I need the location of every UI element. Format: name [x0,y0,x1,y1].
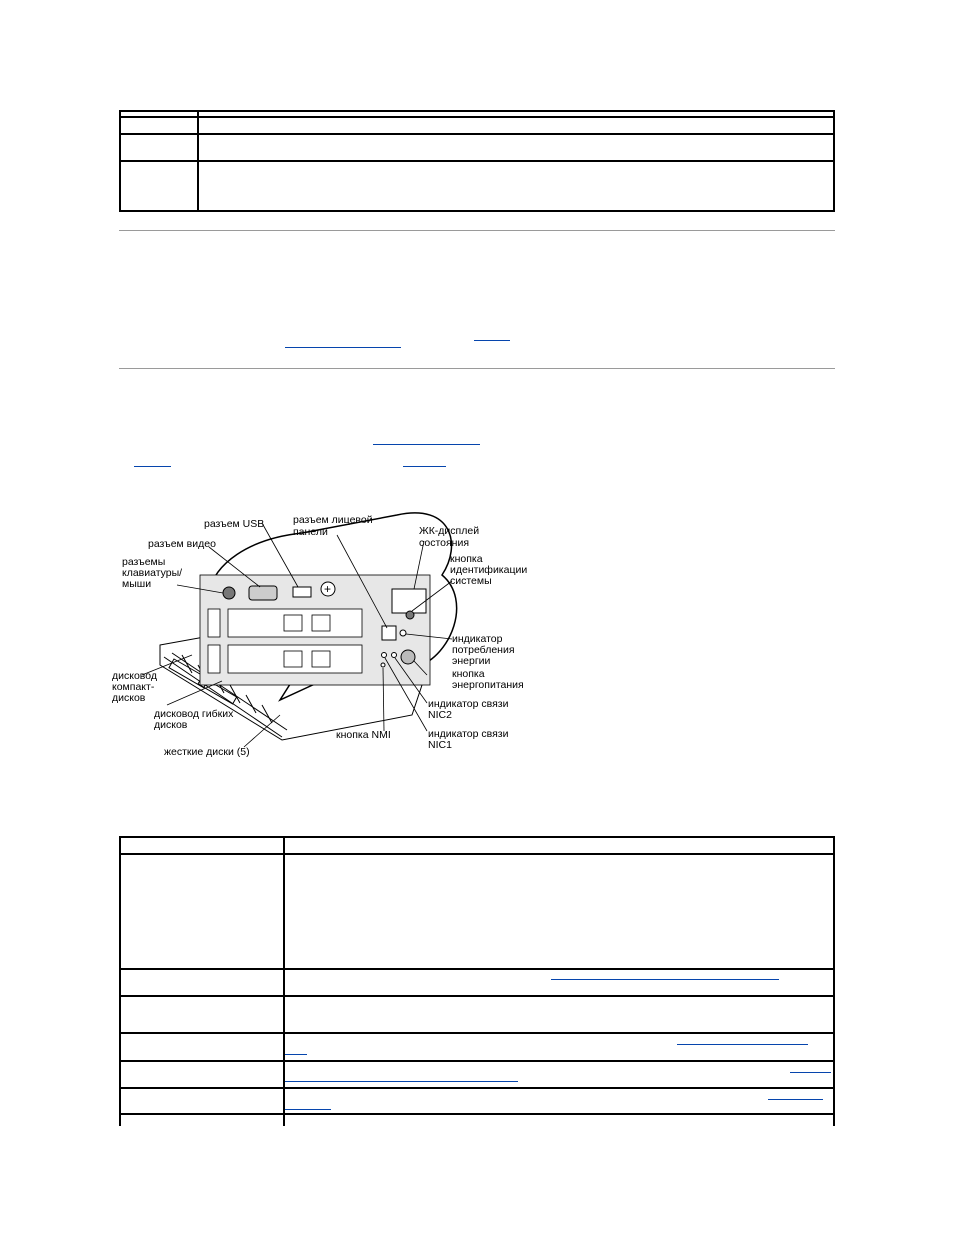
svg-text:+: + [324,582,332,596]
link-underline[interactable] [373,444,480,445]
link-underline[interactable] [403,466,446,467]
link-underline[interactable] [134,466,171,467]
top-table [119,110,835,212]
label-power-button: кнопка энергопитания [452,668,524,691]
top-table-row [121,160,833,162]
bottom-table-row [121,1113,833,1115]
nic1-indicator-icon [382,653,387,658]
link-underline[interactable] [768,1099,823,1100]
usb-connector-icon [293,587,311,597]
section-divider [119,368,835,369]
lcd-display-icon [392,589,426,613]
link-underline[interactable] [474,340,510,341]
top-table-row [121,133,833,135]
link-underline[interactable] [790,1072,831,1073]
link-underline[interactable] [285,1109,331,1110]
front-panel-figure [112,505,528,767]
section-divider [119,230,835,231]
link-underline[interactable] [285,1081,518,1082]
label-nic1: индикатор связи NIC1 [428,728,509,751]
top-table-row [121,116,833,118]
power-indicator-icon [400,630,406,636]
label-nic2: индикатор связи NIC2 [428,698,509,721]
link-underline[interactable] [677,1044,808,1045]
label-cd-drive: дисковод компакт-дисков [112,670,157,704]
label-kbd-mouse: разъемы клавиатуры/ мыши [122,556,183,590]
link-underline[interactable] [551,979,779,980]
nic2-indicator-icon [392,653,397,658]
power-button-icon [401,650,415,664]
link-underline[interactable] [285,1054,307,1055]
bottom-table-column-divider [283,838,285,1126]
bottom-table-row [121,968,833,970]
link-underline[interactable] [285,347,401,348]
bottom-table [119,836,835,1126]
front-panel-connector-icon [382,626,396,640]
label-floppy-drive: дисковод гибких дисков [154,708,234,731]
label-system-id: кнопка идентификации системы [450,553,528,587]
label-nmi: кнопка NMI [336,729,391,741]
label-video: разъем видео [148,538,216,550]
label-hard-drives: жесткие диски (5) [164,746,250,758]
label-power-indicator: индикатор потребления энергии [452,633,515,667]
bottom-table-row [121,1087,833,1089]
label-front-panel: разъем лицевой панели [293,514,373,538]
video-connector-icon [249,586,277,600]
kbd-mouse-connector-icon [223,587,235,599]
nmi-button-icon [381,663,385,667]
label-usb: разъем USB [204,518,265,530]
system-id-button-icon [406,611,414,619]
bottom-table-row [121,1032,833,1034]
bottom-table-row [121,995,833,997]
label-lcd: ЖК-дисплей состояния [419,525,480,549]
bottom-table-row [121,1060,833,1062]
bottom-table-row [121,853,833,855]
